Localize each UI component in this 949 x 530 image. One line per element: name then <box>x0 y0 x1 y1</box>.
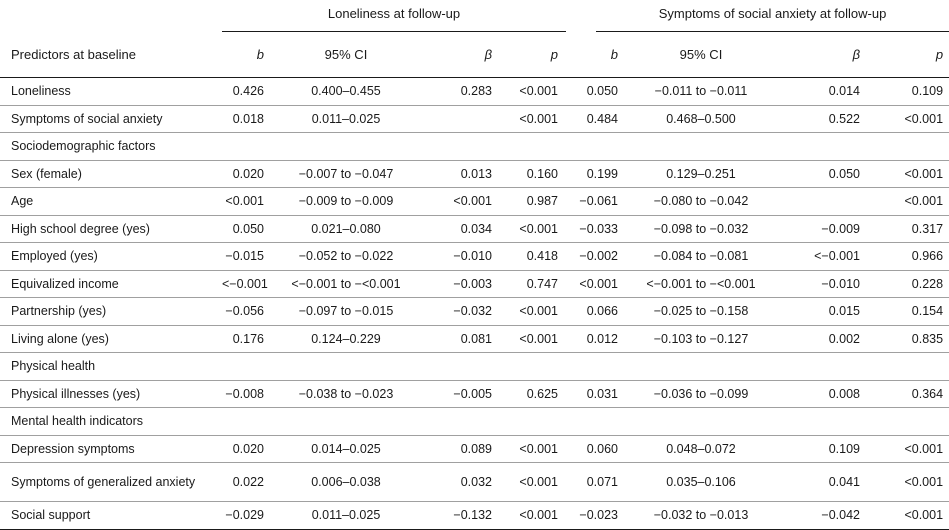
group-header-loneliness-wrap <box>222 0 566 32</box>
predictor-label: Sociodemographic factors <box>0 133 222 161</box>
anxiety-beta: −0.009 <box>776 215 868 243</box>
anxiety-p: <0.001 <box>868 463 949 502</box>
loneliness-ci <box>272 133 420 161</box>
col-header-anxiety-p: p <box>868 32 949 78</box>
loneliness-beta: 0.283 <box>420 78 500 106</box>
table-row <box>0 408 949 436</box>
table-row <box>0 380 949 408</box>
loneliness-ci: 0.011–0.025 <box>272 502 420 530</box>
anxiety-ci: 0.468–0.500 <box>626 105 776 133</box>
anxiety-b: <0.001 <box>566 270 626 298</box>
anxiety-ci: <−0.001 to −<0.001 <box>626 270 776 298</box>
anxiety-b: −0.023 <box>566 502 626 530</box>
anxiety-p <box>868 408 949 436</box>
predictor-label: Equivalized income <box>0 270 222 298</box>
loneliness-p: <0.001 <box>500 325 566 353</box>
loneliness-beta: 0.089 <box>420 435 500 463</box>
loneliness-beta: −0.003 <box>420 270 500 298</box>
col-header-loneliness-b: b <box>222 32 272 78</box>
loneliness-b: −0.008 <box>222 380 272 408</box>
col-header-loneliness-beta: β <box>420 32 500 78</box>
anxiety-p: <0.001 <box>868 160 949 188</box>
anxiety-ci: −0.036 to −0.099 <box>626 380 776 408</box>
loneliness-ci: 0.011–0.025 <box>272 105 420 133</box>
table-row <box>0 353 949 381</box>
loneliness-p: <0.001 <box>500 463 566 502</box>
anxiety-p: 0.966 <box>868 243 949 271</box>
loneliness-beta: <0.001 <box>420 188 500 216</box>
loneliness-b: 0.050 <box>222 215 272 243</box>
anxiety-ci: −0.032 to −0.013 <box>626 502 776 530</box>
anxiety-beta: 0.008 <box>776 380 868 408</box>
col-header-loneliness-ci: 95% CI <box>272 32 420 78</box>
anxiety-p <box>868 353 949 381</box>
predictor-label: Physical illnesses (yes) <box>0 380 222 408</box>
loneliness-p: 0.418 <box>500 243 566 271</box>
anxiety-beta <box>776 408 868 436</box>
loneliness-b <box>222 353 272 381</box>
anxiety-ci: 0.048–0.072 <box>626 435 776 463</box>
anxiety-p: 0.228 <box>868 270 949 298</box>
anxiety-b: 0.060 <box>566 435 626 463</box>
predictor-label: Symptoms of social anxiety <box>0 105 222 133</box>
anxiety-beta: 0.014 <box>776 78 868 106</box>
loneliness-ci: −0.007 to −0.047 <box>272 160 420 188</box>
loneliness-p: <0.001 <box>500 215 566 243</box>
group-header-loneliness-cell <box>222 0 566 32</box>
loneliness-b: 0.022 <box>222 463 272 502</box>
col-header-loneliness-p: p <box>500 32 566 78</box>
loneliness-beta: −0.010 <box>420 243 500 271</box>
anxiety-beta: −0.042 <box>776 502 868 530</box>
loneliness-p <box>500 133 566 161</box>
loneliness-p: <0.001 <box>500 298 566 326</box>
loneliness-ci: 0.400–0.455 <box>272 78 420 106</box>
group-header-anxiety-wrap <box>596 0 949 32</box>
table-row <box>0 188 949 216</box>
group-header-anxiety-cell <box>566 0 949 32</box>
group-header-anxiety: Symptoms of social anxiety at follow-up <box>658 6 887 21</box>
anxiety-ci: 0.129–0.251 <box>626 160 776 188</box>
anxiety-p: <0.001 <box>868 435 949 463</box>
predictor-label: Mental health indicators <box>0 408 222 436</box>
loneliness-beta <box>420 105 500 133</box>
loneliness-beta: −0.132 <box>420 502 500 530</box>
loneliness-p <box>500 408 566 436</box>
loneliness-ci: −0.009 to −0.009 <box>272 188 420 216</box>
loneliness-ci: 0.014–0.025 <box>272 435 420 463</box>
predictor-label: Physical health <box>0 353 222 381</box>
loneliness-ci: 0.006–0.038 <box>272 463 420 502</box>
group-header-anxiety-rule <box>596 31 949 32</box>
loneliness-p: <0.001 <box>500 105 566 133</box>
table-row <box>0 160 949 188</box>
anxiety-beta: 0.109 <box>776 435 868 463</box>
predictor-label: Age <box>0 188 222 216</box>
anxiety-ci: 0.035–0.106 <box>626 463 776 502</box>
loneliness-beta: −0.005 <box>420 380 500 408</box>
table-row <box>0 215 949 243</box>
loneliness-p: 0.747 <box>500 270 566 298</box>
table-row <box>0 133 949 161</box>
col-header-anxiety-ci: 95% CI <box>626 32 776 78</box>
loneliness-b: −0.056 <box>222 298 272 326</box>
loneliness-beta: 0.081 <box>420 325 500 353</box>
anxiety-ci: −0.103 to −0.127 <box>626 325 776 353</box>
loneliness-b: <0.001 <box>222 188 272 216</box>
loneliness-p <box>500 353 566 381</box>
loneliness-p: <0.001 <box>500 502 566 530</box>
loneliness-p: 0.625 <box>500 380 566 408</box>
loneliness-p: <0.001 <box>500 78 566 106</box>
loneliness-beta <box>420 408 500 436</box>
loneliness-beta <box>420 353 500 381</box>
loneliness-ci <box>272 353 420 381</box>
table-row <box>0 298 949 326</box>
col-header-anxiety-b: b <box>566 32 626 78</box>
anxiety-beta: 0.015 <box>776 298 868 326</box>
anxiety-b <box>566 408 626 436</box>
table-row <box>0 502 949 530</box>
anxiety-ci: −0.011 to −0.011 <box>626 78 776 106</box>
anxiety-b <box>566 133 626 161</box>
loneliness-b <box>222 408 272 436</box>
predictor-label: High school degree (yes) <box>0 215 222 243</box>
anxiety-b: 0.012 <box>566 325 626 353</box>
table-row <box>0 463 949 502</box>
loneliness-b: 0.020 <box>222 160 272 188</box>
anxiety-b: −0.033 <box>566 215 626 243</box>
predictor-label: Symptoms of generalized anxiety <box>0 463 222 502</box>
predictor-label: Sex (female) <box>0 160 222 188</box>
loneliness-ci: −0.052 to −0.022 <box>272 243 420 271</box>
anxiety-b: 0.484 <box>566 105 626 133</box>
col-header-predictors: Predictors at baseline <box>0 32 222 78</box>
predictor-label: Loneliness <box>0 78 222 106</box>
anxiety-b: 0.066 <box>566 298 626 326</box>
anxiety-b: −0.061 <box>566 188 626 216</box>
group-header-empty <box>0 0 222 32</box>
predictor-label: Social support <box>0 502 222 530</box>
anxiety-ci <box>626 133 776 161</box>
table-body <box>0 78 949 530</box>
anxiety-ci: −0.080 to −0.042 <box>626 188 776 216</box>
loneliness-beta <box>420 133 500 161</box>
loneliness-p: 0.160 <box>500 160 566 188</box>
group-header-loneliness-rule <box>222 31 566 32</box>
group-header-loneliness: Loneliness at follow-up <box>327 6 461 21</box>
loneliness-b: <−0.001 <box>222 270 272 298</box>
loneliness-ci: −0.097 to −0.015 <box>272 298 420 326</box>
anxiety-beta: 0.002 <box>776 325 868 353</box>
anxiety-b <box>566 353 626 381</box>
table-row <box>0 270 949 298</box>
loneliness-beta: 0.013 <box>420 160 500 188</box>
anxiety-p: <0.001 <box>868 502 949 530</box>
loneliness-b: −0.015 <box>222 243 272 271</box>
loneliness-ci: −0.038 to −0.023 <box>272 380 420 408</box>
anxiety-b: 0.050 <box>566 78 626 106</box>
loneliness-ci: 0.021–0.080 <box>272 215 420 243</box>
anxiety-beta: 0.041 <box>776 463 868 502</box>
predictor-label: Depression symptoms <box>0 435 222 463</box>
table-row <box>0 435 949 463</box>
anxiety-b: 0.199 <box>566 160 626 188</box>
col-header-anxiety-beta: β <box>776 32 868 78</box>
table-row <box>0 105 949 133</box>
anxiety-p: <0.001 <box>868 188 949 216</box>
anxiety-ci: −0.098 to −0.032 <box>626 215 776 243</box>
anxiety-ci: −0.025 to −0.158 <box>626 298 776 326</box>
loneliness-ci <box>272 408 420 436</box>
predictor-label: Partnership (yes) <box>0 298 222 326</box>
anxiety-beta <box>776 133 868 161</box>
anxiety-beta <box>776 188 868 216</box>
loneliness-p: 0.987 <box>500 188 566 216</box>
loneliness-beta: 0.032 <box>420 463 500 502</box>
anxiety-beta: <−0.001 <box>776 243 868 271</box>
loneliness-b: 0.426 <box>222 78 272 106</box>
predictor-label: Employed (yes) <box>0 243 222 271</box>
anxiety-p: 0.154 <box>868 298 949 326</box>
loneliness-ci: 0.124–0.229 <box>272 325 420 353</box>
group-header-row <box>0 0 949 32</box>
anxiety-p: 0.835 <box>868 325 949 353</box>
loneliness-p: <0.001 <box>500 435 566 463</box>
anxiety-beta: −0.010 <box>776 270 868 298</box>
predictor-label: Living alone (yes) <box>0 325 222 353</box>
loneliness-b: 0.020 <box>222 435 272 463</box>
table-row <box>0 78 949 106</box>
loneliness-b: −0.029 <box>222 502 272 530</box>
anxiety-beta: 0.050 <box>776 160 868 188</box>
loneliness-ci: <−0.001 to −<0.001 <box>272 270 420 298</box>
table-row <box>0 243 949 271</box>
anxiety-p: 0.109 <box>868 78 949 106</box>
anxiety-ci <box>626 408 776 436</box>
loneliness-beta: 0.034 <box>420 215 500 243</box>
table-row <box>0 325 949 353</box>
anxiety-p: 0.317 <box>868 215 949 243</box>
anxiety-b: 0.031 <box>566 380 626 408</box>
loneliness-b: 0.176 <box>222 325 272 353</box>
anxiety-beta <box>776 353 868 381</box>
anxiety-b: 0.071 <box>566 463 626 502</box>
loneliness-beta: −0.032 <box>420 298 500 326</box>
column-header-row <box>0 32 949 78</box>
anxiety-beta: 0.522 <box>776 105 868 133</box>
anxiety-p: 0.364 <box>868 380 949 408</box>
anxiety-ci: −0.084 to −0.081 <box>626 243 776 271</box>
anxiety-b: −0.002 <box>566 243 626 271</box>
loneliness-b <box>222 133 272 161</box>
anxiety-p <box>868 133 949 161</box>
loneliness-b: 0.018 <box>222 105 272 133</box>
anxiety-p: <0.001 <box>868 105 949 133</box>
anxiety-ci <box>626 353 776 381</box>
